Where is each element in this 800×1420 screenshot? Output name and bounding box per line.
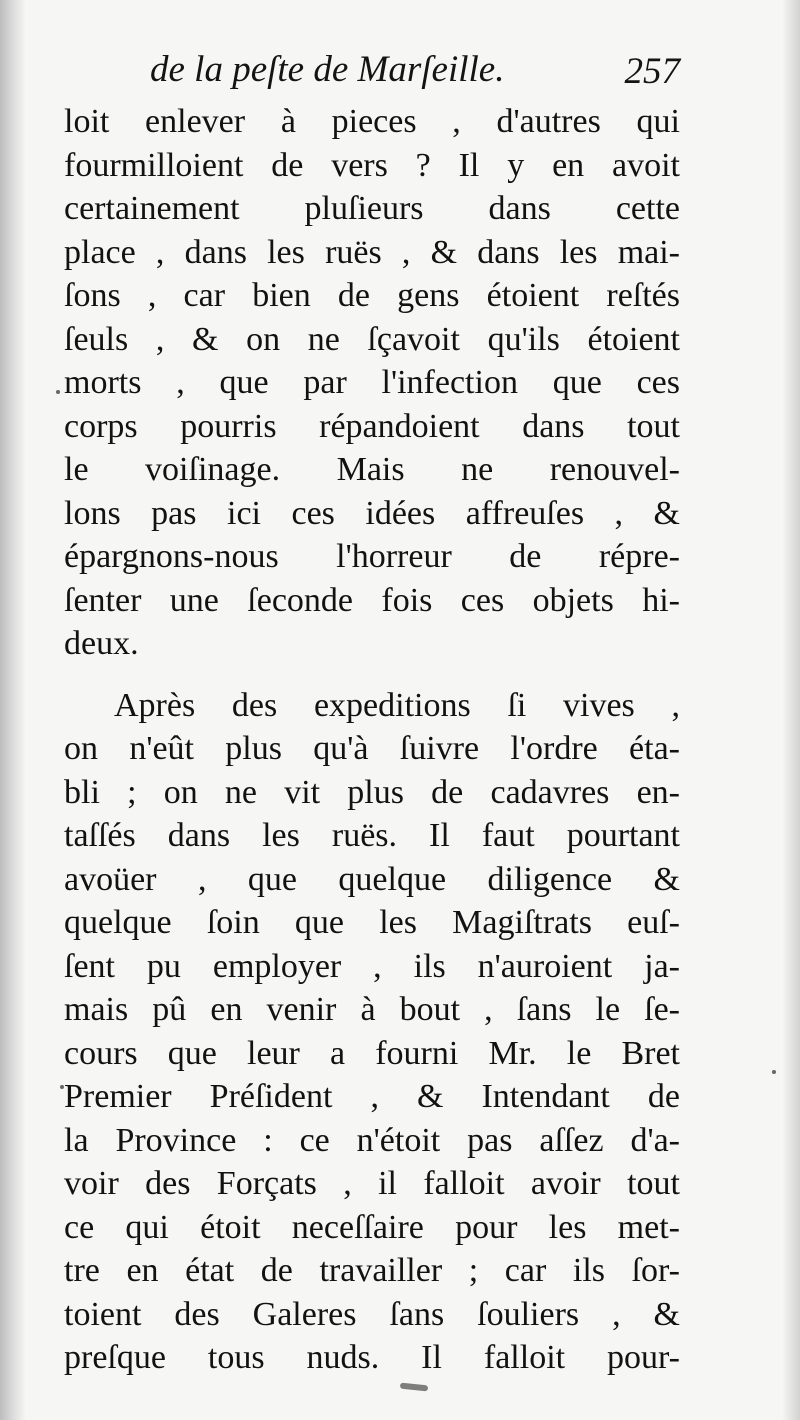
- text-line: voir des Forçats , il falloit avoir tout: [64, 1165, 680, 1202]
- text-line: taſſés dans les ruës. Il faut pourtant: [64, 817, 680, 854]
- text-line: Après des expeditions ſi vives ,: [114, 686, 680, 724]
- text-line: ſons , car bien de gens étoient reſtés: [64, 277, 680, 314]
- text-line: loit enlever à pieces , d'autres qui: [64, 103, 680, 140]
- paragraph-gap: [64, 666, 680, 684]
- text-line: deux.: [64, 625, 139, 662]
- text-line: fourmilloient de vers ? Il y en avoit: [64, 146, 680, 184]
- text-line: la Province : ce n'étoit pas aſſez d'a-: [64, 1121, 680, 1159]
- ink-speck: [60, 1085, 64, 1089]
- text-line: morts , que par l'infection que ces: [64, 364, 680, 401]
- text-line: Premier Préſident , & Intendant de: [64, 1078, 680, 1115]
- body-text: [64, 100, 680, 1380]
- paragraph-1: [64, 100, 680, 666]
- page-gutter-shadow: [0, 0, 26, 1420]
- page-header: [150, 48, 680, 98]
- text-line: toient des Galeres ſans ſouliers , &: [64, 1295, 680, 1333]
- text-line: corps pourris répandoient dans tout: [64, 407, 680, 445]
- page-number: 257: [624, 51, 680, 92]
- text-line: cours que leur a fourni Mr. le Bret: [64, 1034, 680, 1072]
- text-line: le voiſinage. Mais ne renouvel-: [64, 451, 680, 488]
- text-line: preſque tous nuds. Il falloit pour-: [64, 1339, 680, 1376]
- running-title: de la peſte de Marſeille.: [150, 49, 505, 90]
- text-line: on n'eût plus qu'à ſuivre l'ordre éta-: [64, 730, 680, 767]
- text-line: ſeuls , & on ne ſçavoit qu'ils étoient: [64, 320, 680, 358]
- text-line: place , dans les ruës , & dans les mai-: [64, 233, 680, 271]
- text-line: quelque ſoin que les Magiſtrats euſ-: [64, 904, 680, 941]
- text-line: ce qui étoit neceſſaire pour les met-: [64, 1208, 680, 1246]
- ink-speck: [56, 390, 60, 394]
- ink-speck: [772, 1070, 776, 1074]
- paragraph-2: [64, 684, 680, 1380]
- text-line: ſent pu employer , ils n'auroient ja-: [64, 947, 680, 985]
- printer-ornament-mark: [400, 1383, 428, 1392]
- text-line: avoüer , que quelque diligence &: [64, 860, 680, 898]
- text-line: tre en état de travailler ; car ils ſor-: [64, 1252, 680, 1289]
- text-line: ſenter une ſeconde fois ces objets hi-: [64, 581, 680, 619]
- text-line: mais pû en venir à bout , ſans le ſe-: [64, 991, 680, 1028]
- text-line: lons pas ici ces idées affreuſes , &: [64, 494, 680, 532]
- text-line: épargnons-nous l'horreur de répre-: [64, 538, 680, 575]
- page-edge-shadow: [782, 0, 800, 1420]
- text-line: certainement pluſieurs dans cette: [64, 190, 680, 227]
- text-line: bli ; on ne vit plus de cadavres en-: [64, 773, 680, 811]
